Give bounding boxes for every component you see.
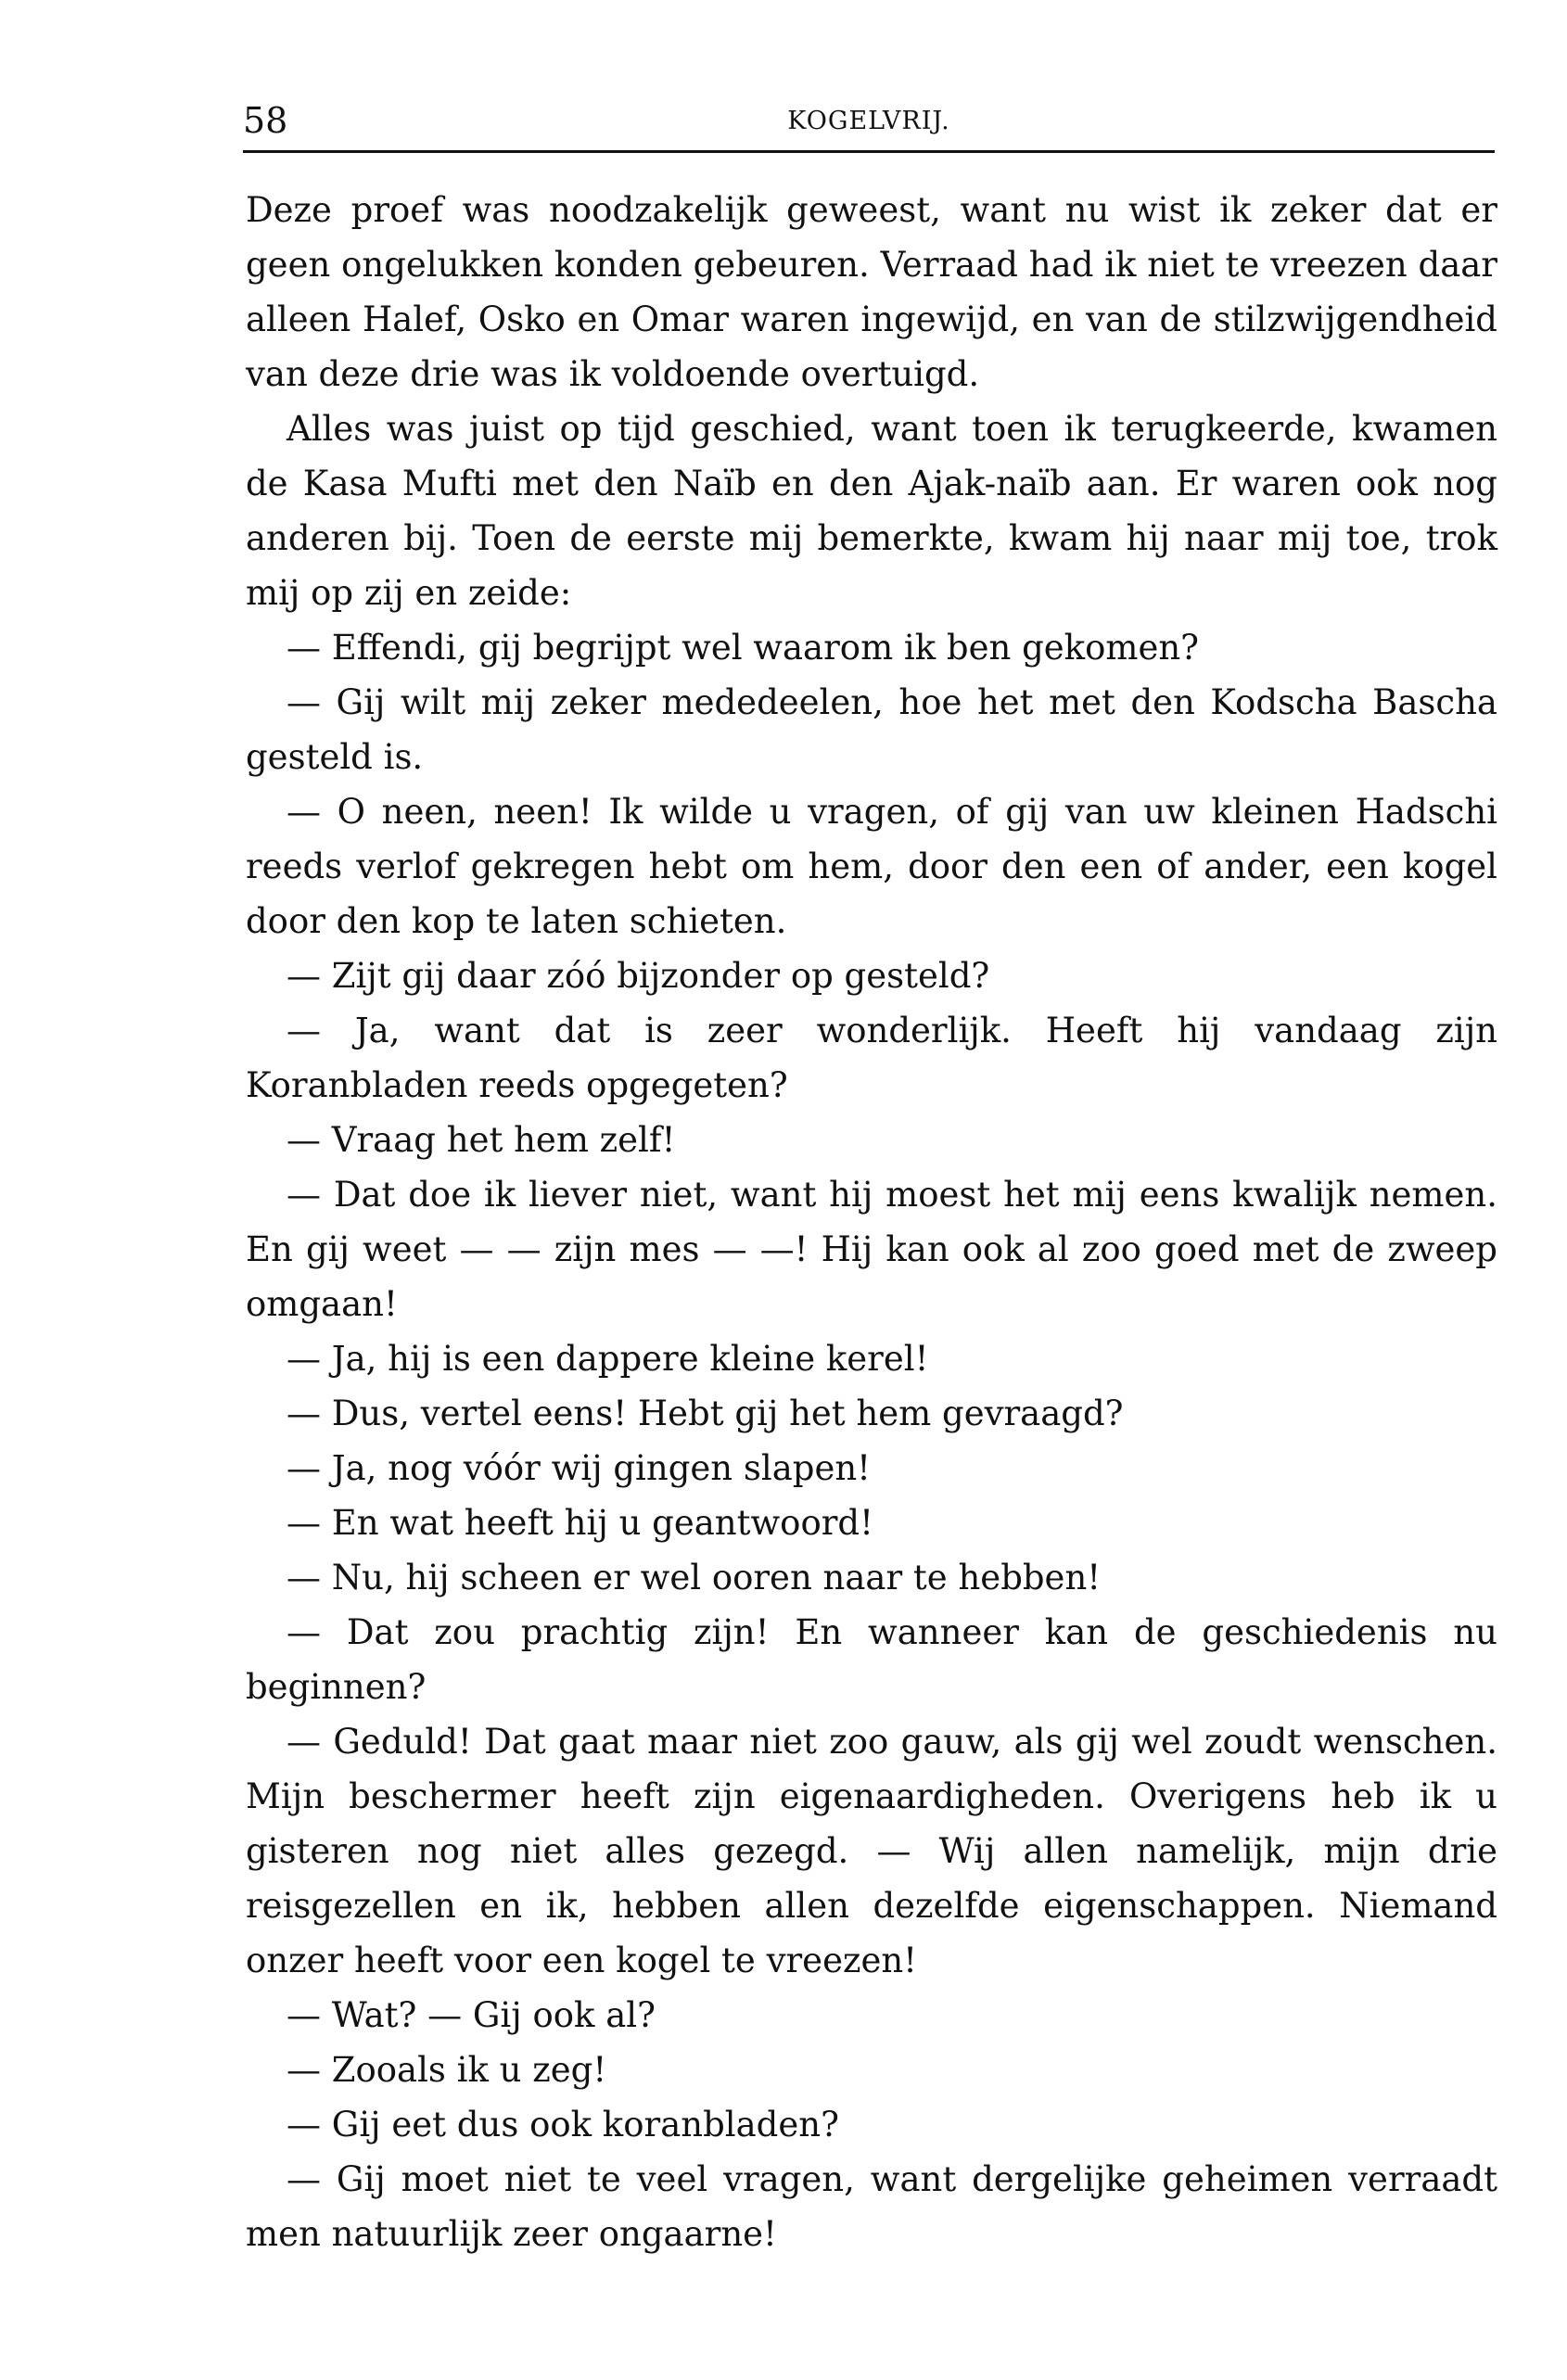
dialogue-line: — O neen, neen! Ik wilde u vragen, of gij van uw kleinen Hadschi reeds verlof gekregen hebt om hem, door den een of ander, een kogel door den kop te laten schieten. [246,792,1497,941]
dialogue-line: — Dus, vertel eens! Hebt gij het hem gevraagd? [287,1394,1124,1433]
dialogue-line: — Wat? — Gij ook al? [287,1995,656,2035]
dialogue-line: — Ja, nog vóór wij gingen slapen! [287,1448,872,1488]
dialogue-line: — Geduld! Dat gaat maar niet zoo gauw, als gij wel zoudt wenschen. Mijn beschermer heeft zijn eigenaardigheden. Overigens heb ik u gisteren nog niet alles gezegd. — Wij allen namelijk, mijn drie reisgezellen en ik, hebben allen dezelfde eigenschappen. Niemand onzer heeft voor een kogel te vreezen! [246,1722,1497,1980]
dialogue-line: — Ja, want dat is zeer wonderlijk. Heeft hij vandaag zijn Koranbladen reeds opgegeten? [246,1011,1497,1105]
dialogue-line: — En wat heeft hij u geantwoord! [287,1503,873,1543]
dialogue-line: — Zooals ik u zeg! [287,2050,607,2090]
dialogue-line: — Dat zou prachtig zijn! En wanneer kan de geschiedenis nu beginnen? [246,1612,1497,1707]
dialogue-line: — Effendi, gij begrijpt wel waarom ik ben gekomen? [287,628,1200,668]
page-number: 58 [243,100,288,141]
dialogue-line: — Gij wilt mij zeker mededeelen, hoe het met den Kodscha Bascha gesteld is. [246,682,1497,777]
dialogue-line: — Vraag het hem zelf! [287,1120,676,1160]
body-text [246,183,1497,2261]
dialogue-line: — Zijt gij daar zóó bijzonder op gesteld? [287,956,990,996]
dialogue-line: — Nu, hij scheen er wel ooren naar te hebben! [287,1558,1102,1597]
paragraph: Deze proef was noodzakelijk geweest, want nu wist ik zeker dat er geen ongelukken konden gebeuren. Verraad had ik niet te vreezen daar alleen Halef, Osko en Omar waren ingewijd, en van de stilzwijgendheid van deze drie was ik voldoende overtuigd. [246,190,1497,394]
dialogue-line: — Gij moet niet te veel vragen, want dergelijke geheimen verraadt men natuurlijk zeer ongaarne! [246,2159,1497,2254]
running-title: KOGELVRIJ. [787,107,950,135]
dialogue-line: — Ja, hij is een dappere kleine kerel! [287,1339,929,1379]
dialogue-line: — Dat doe ik liever niet, want hij moest het mij eens kwalijk nemen. En gij weet — — zijn mes — —! Hij kan ook al zoo goed met de zweep omgaan! [246,1175,1497,1324]
dialogue-line: — Gij eet dus ook koranbladen? [287,2105,839,2145]
paragraph: Alles was juist op tijd geschied, want toen ik terugkeerde, kwamen de Kasa Mufti met den Naïb en den Ajak-naïb aan. Er waren ook nog anderen bij. Toen de eerste mij bemerkte, kwam hij naar mij toe, trok mij op zij en zeide: [246,409,1497,613]
page-header [243,93,1495,148]
header-rule [243,150,1495,153]
